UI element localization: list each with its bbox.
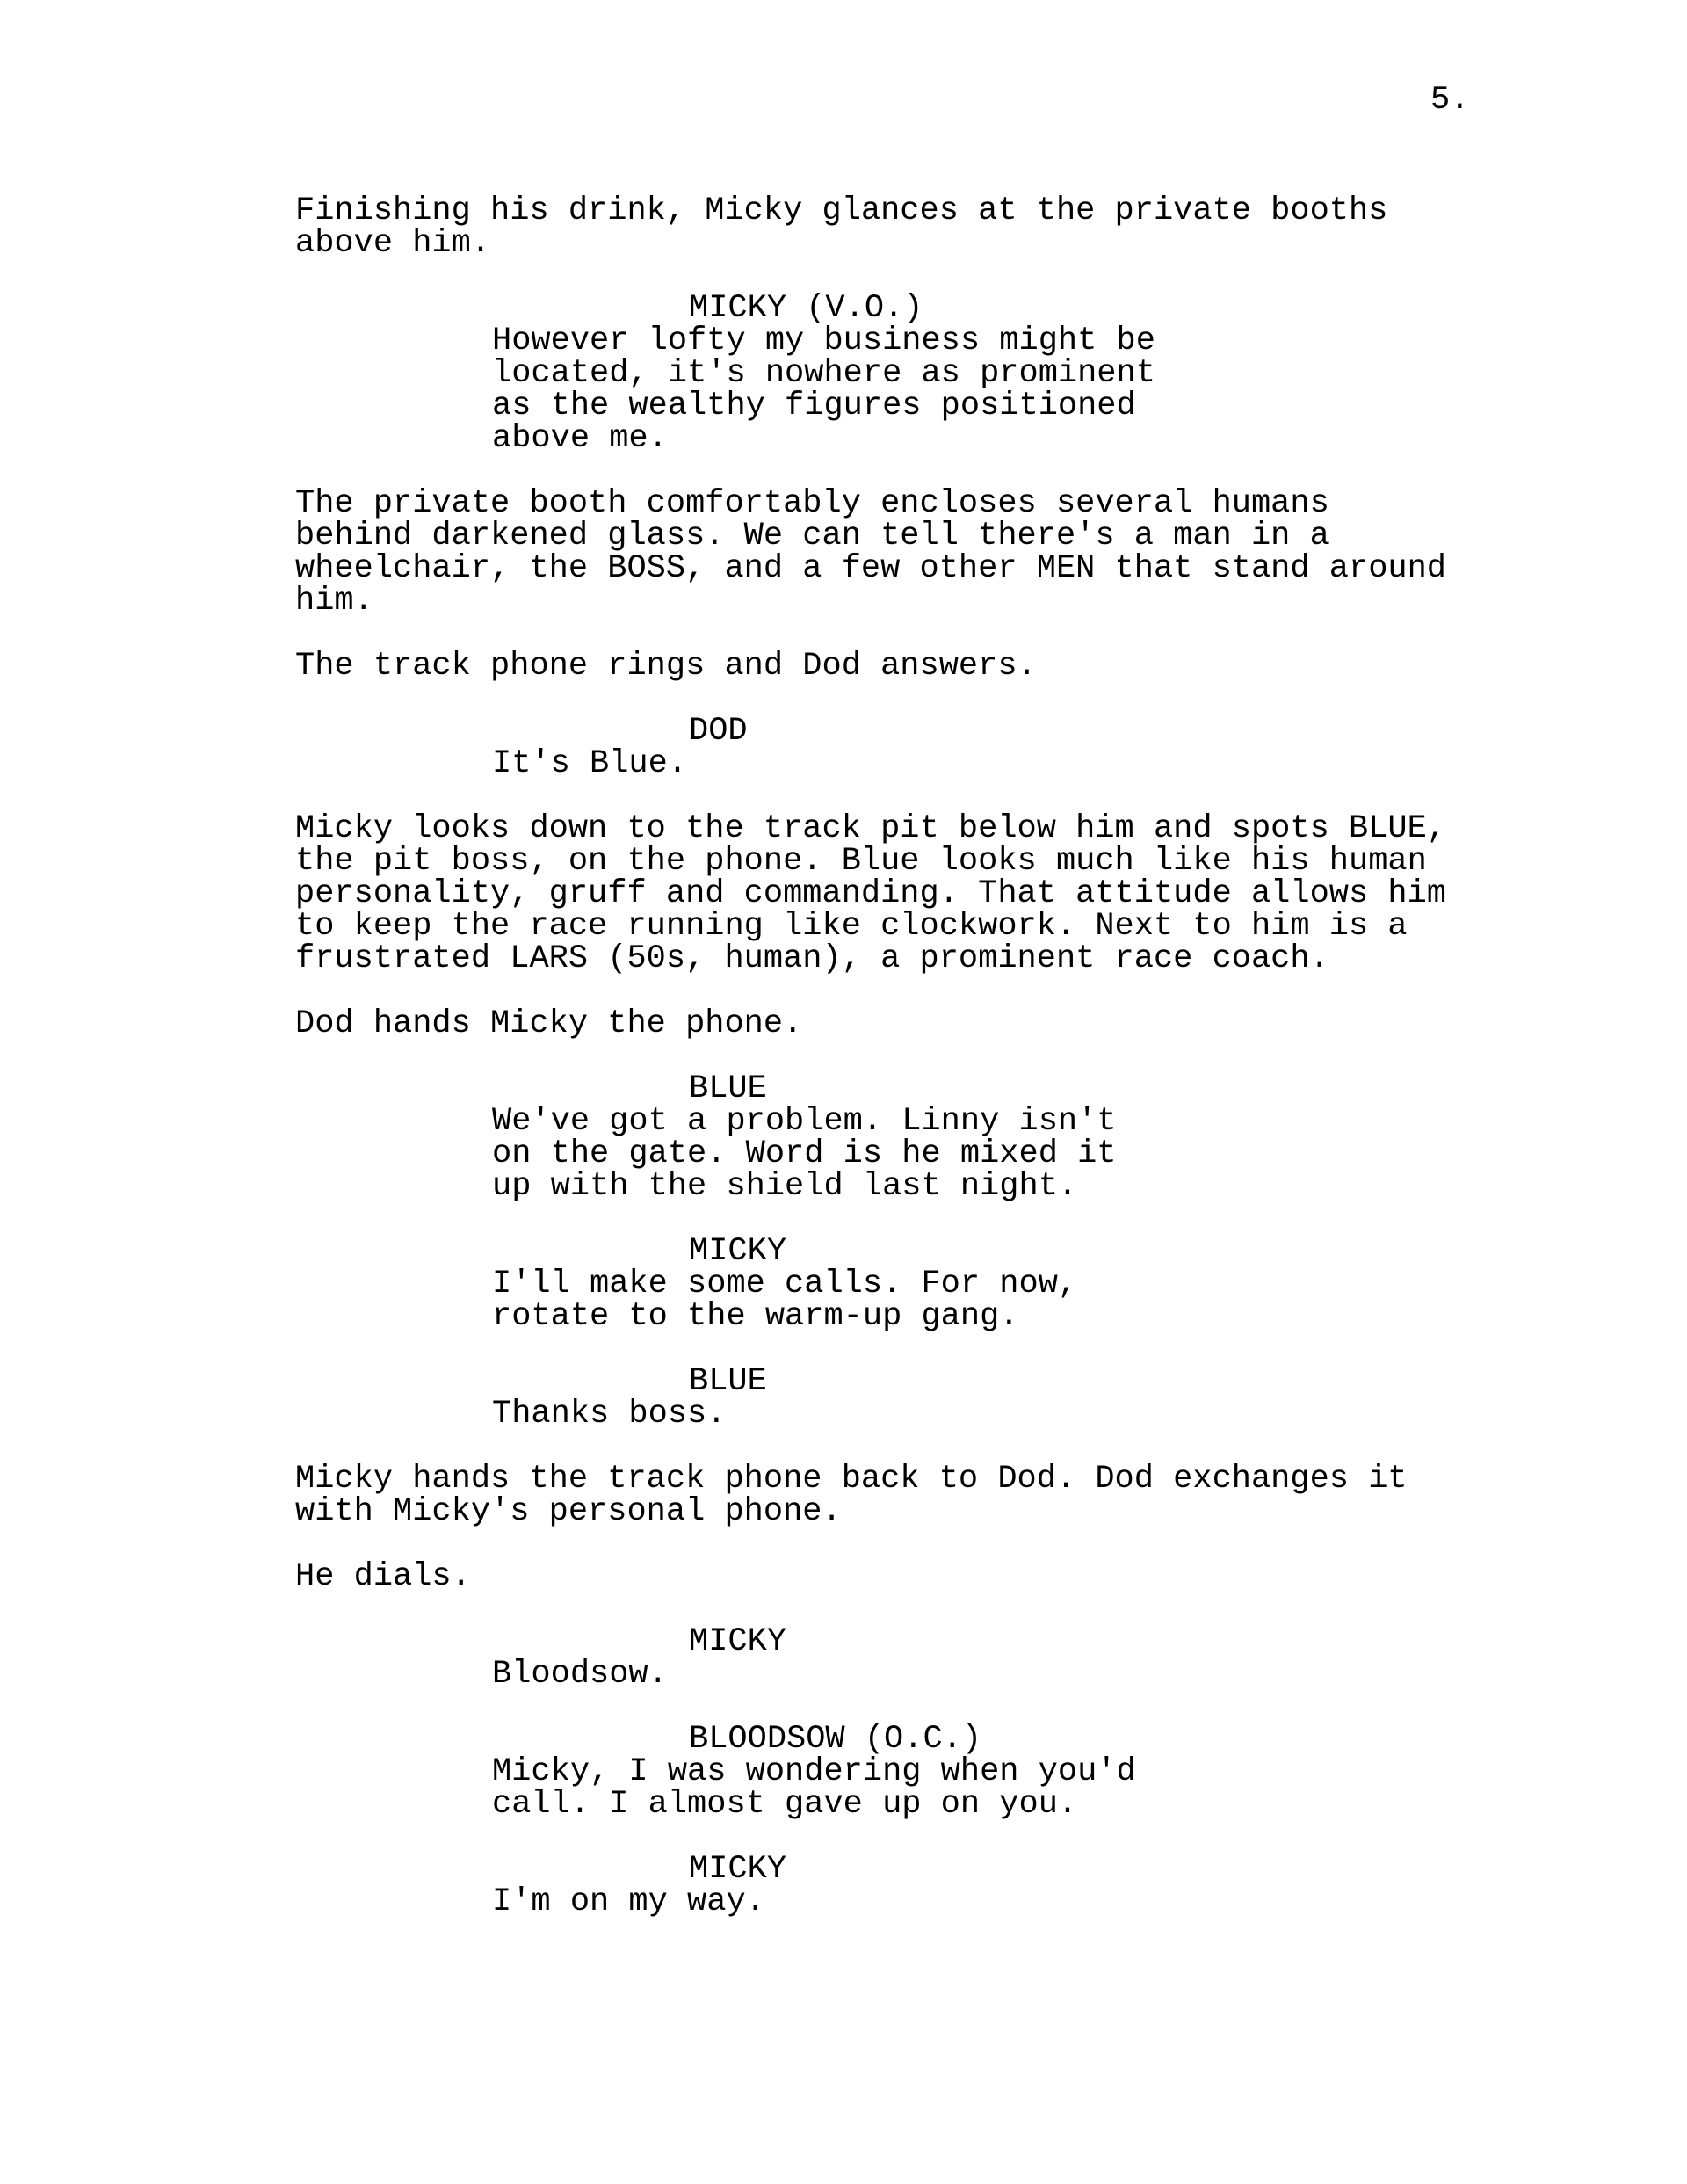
dialogue-block xyxy=(295,1363,1525,1433)
dialogue-text: Micky, I was wondering when you'd call. I almost gave up on you. xyxy=(492,1753,1136,1823)
dialogue-text: Thanks boss. xyxy=(492,1396,727,1433)
dialogue-block xyxy=(295,1723,1525,1821)
dialogue-text: I'll make some calls. For now, rotate to the warm-up gang. xyxy=(492,1266,1078,1335)
action-paragraph: Micky hands the track phone back to Dod. Dod exchanges it with Micky's personal phone. xyxy=(295,1461,1408,1530)
action-paragraph: The private booth comfortably encloses several humans behind darkened glass. We can tell there's a man in a wheelchair, the BOSS, and a few other MEN that stand around him. xyxy=(295,485,1447,620)
character-name: DOD xyxy=(689,713,748,750)
dialogue-text: Bloodsow. xyxy=(492,1656,668,1693)
dialogue-text: We've got a problem. Linny isn't on the gate. Word is he mixed it up with the shield last night. xyxy=(492,1103,1117,1205)
dialogue-text: It's Blue. xyxy=(492,745,688,782)
character-name: MICKY xyxy=(689,1233,787,1270)
action-paragraph: Finishing his drink, Micky glances at the private booths above him. xyxy=(295,192,1388,262)
script-body xyxy=(295,192,1525,1951)
dialogue-block xyxy=(295,1623,1525,1693)
dialogue-text: However lofty my business might be located, it's nowhere as prominent as the wealthy figures positioned above me. xyxy=(492,323,1155,457)
page-number: 5. xyxy=(1430,82,1470,119)
dialogue-block xyxy=(295,1851,1525,1920)
action-paragraph: The track phone rings and Dod answers. xyxy=(295,648,1037,685)
action-paragraph: Micky looks down to the track pit below him and spots BLUE, the pit boss, on the phone. Blue looks much like his human personality, gruff and commanding. That attitude allows him to keep the race running like clockwork. Next to him is a frustrated LARS (50s, human), a prominent race coach. xyxy=(295,810,1447,977)
dialogue-text: I'm on my way. xyxy=(492,1883,765,1920)
dialogue-block xyxy=(295,715,1525,780)
action-paragraph: Dod hands Micky the phone. xyxy=(295,1005,803,1042)
character-name: MICKY (V.O.) xyxy=(689,290,923,327)
dialogue-block xyxy=(295,290,1525,457)
character-name: BLOODSOW (O.C.) xyxy=(689,1721,982,1758)
action-paragraph: He dials. xyxy=(295,1558,471,1595)
dialogue-block xyxy=(295,1233,1525,1335)
character-name: MICKY xyxy=(689,1851,787,1888)
character-name: BLUE xyxy=(689,1363,767,1400)
dialogue-block xyxy=(295,1070,1525,1205)
character-name: MICKY xyxy=(689,1623,787,1660)
character-name: BLUE xyxy=(689,1070,767,1107)
